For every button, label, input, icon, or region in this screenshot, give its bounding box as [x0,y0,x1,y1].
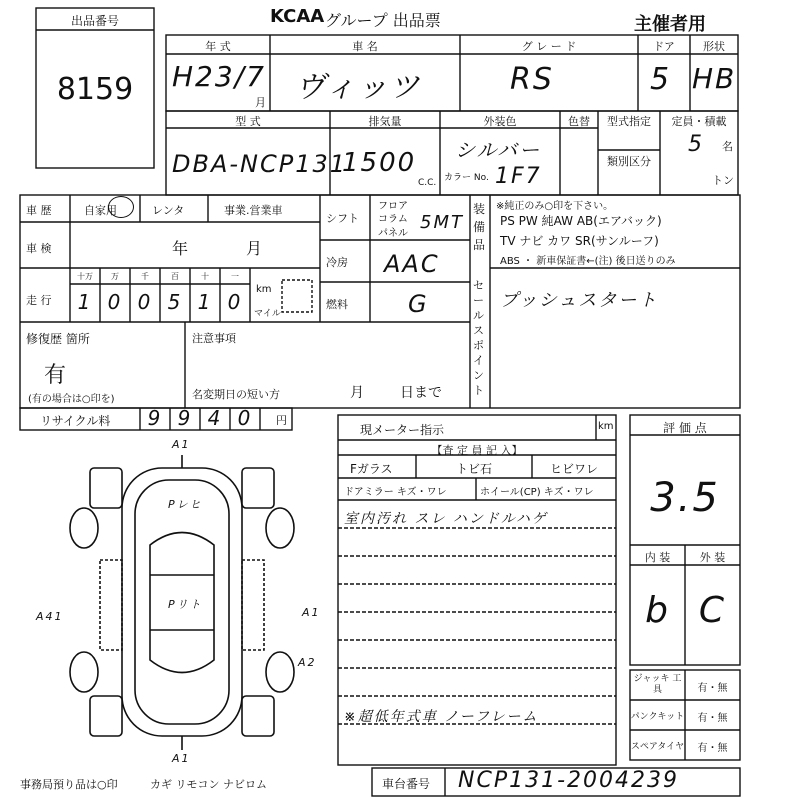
damage-mark: A1 [172,438,191,451]
car-name-value: ヴィッツ [295,70,422,105]
history-label: 車 歴 [26,204,52,217]
wheel-label: ホイール(CP) キズ・ワレ [480,487,594,498]
ac-label: 冷房 [326,256,348,269]
mileage-unit: 百 [171,272,179,281]
recycle-digit: 4 [207,406,223,430]
private-use-label: 自家用 [84,204,117,217]
mileage-digit: 1 [197,290,213,314]
model-spec-label: 型式指定 [607,115,651,128]
damage-mark: A41 [36,610,64,623]
recycle-digit: 9 [147,406,163,430]
interior-label: 内 装 [644,551,671,564]
cc-label: C.C. [418,178,437,188]
mileage-digit: 0 [227,290,243,314]
inspection-year-label: 年 [172,239,189,258]
score-value: 3.5 [650,475,720,521]
displacement-value: 1500 [342,148,417,178]
car-name-label: 車 名 [352,40,378,53]
sheet-title: グループ 出品票 [325,11,441,30]
ton-unit: トン [712,174,734,187]
month-label: 月 [255,96,266,109]
doors-value: 5 [650,62,672,97]
seats-unit: 名 [722,140,733,153]
exterior-label: 外 装 [699,551,726,564]
interior-score: b [645,590,670,631]
recycle-label: リサイクル料 [40,414,111,428]
ac-value: AAC [384,250,440,278]
body-label: 形状 [703,40,725,53]
mileage-digit: 0 [107,290,123,314]
shift-option: フロア [378,201,408,212]
mileage-digit: 5 [167,290,183,314]
equipment-note: ※純正のみ○印を下さい。 [496,201,614,212]
capacity-label: 定員・積載 [671,115,727,128]
office-items: カギ リモコン ナビロム [150,778,267,791]
model-label: 型 式 [235,115,261,128]
chassis-label: 車台番号 [382,777,431,791]
inspection-note: 室内汚れ スレ ハンドルハゲ [344,511,548,527]
inspection-label: 車 検 [26,242,52,255]
damage-mark: A1 [302,606,321,619]
color-no-value: 1F7 [495,164,542,189]
jack-label: ジャッキ 工 具 [633,674,682,695]
private-use-circle [108,196,134,218]
class-label: 類別区分 [607,155,651,168]
lot-number: 8159 [56,72,134,107]
mile-label: マイル [254,309,281,319]
deadline-day-label: 日まで [400,385,442,401]
recycle-digit: 9 [177,406,193,430]
damage-mark: Pリト [168,598,203,611]
score-label: 評 価 点 [663,421,707,435]
deadline-label: 名変期日の短い方 [192,388,280,401]
year-label: 年 式 [205,40,231,53]
fuel-label: 燃料 [326,298,348,311]
displacement-label: 排気量 [368,115,402,128]
shift-label: シフト [326,212,359,225]
mirror-label: ドアミラー キズ・ワレ [344,487,447,498]
damage-mark: A2 [298,656,317,669]
lot-label: 出品番号 [70,14,119,28]
damage-mark: A1 [172,752,191,765]
chassis-value: NCP131-2004239 [458,768,679,793]
km-label: km [256,284,272,295]
equipment-label: 装 備 品 [473,202,486,252]
glass-crack-label: ヒビワレ [549,462,598,476]
mileage-unit: 万 [111,272,119,281]
business-label: 事業.営業車 [224,204,283,217]
mileage-digit: 0 [137,290,153,314]
recycle-digit: 0 [237,406,253,430]
meter-km-label: km [598,421,614,432]
shift-value: 5MT [420,212,464,233]
sales-point-label: セールスポイント [473,279,484,397]
color-value: シルバー [455,138,542,162]
mileage-unit: 千 [141,272,149,281]
puncture-kit-label: パンクキット [630,712,685,722]
shift-option: コラム [378,214,408,225]
model-value: DBA-NCP131 [172,150,348,178]
repair-note: (有の場合は○印を) [28,394,115,405]
glass-stone-label: トビ石 [455,462,492,476]
shift-option: パネル [378,228,408,239]
spare-tire-option: 有・無 [697,743,728,754]
spare-tire-label: スペアタイヤ [630,742,685,752]
mileage-unit: 十 [201,272,209,281]
puncture-kit-option: 有・無 [697,713,728,724]
body-value: HB [692,62,737,95]
mileage-label: 走 行 [26,294,52,307]
glass-label: Fガラス [350,462,393,476]
office-note: 事務局預り品は○印 [20,778,118,791]
exterior-score: C [698,590,727,631]
grade-value: RS [510,62,554,97]
capacity-value: 5 [688,132,704,157]
caution-label: 注意事項 [192,332,236,345]
repair-label: 修復歴 箇所 [26,332,90,346]
equipment-line3: ABS ・ 新車保証書←(注) 後日送りのみ [500,256,676,267]
doors-label: ドア [653,40,675,53]
mileage-unit: 一 [231,272,239,281]
mileage-digit: 1 [77,290,93,314]
brand-logo: KCAA [270,6,325,27]
equipment-line1: PS PW 純AW AB(エアバック) [500,214,662,228]
mileage-unit: 十万 [77,272,93,281]
equipment-line2: TV ナビ カワ SR(サンルーフ) [500,234,659,248]
rental-label: レンタ [152,204,185,217]
inspection-note: ※超低年式車 ノーフレーム [344,709,539,725]
fuel-value: G [408,290,429,318]
inspector-label: 【査 定 員 記 入】 [431,444,523,457]
color-label: 外装色 [483,115,517,128]
sales-point-value: プッシュスタート [500,290,659,311]
meter-label: 現メーター指示 [360,423,445,437]
grade-label: グ レ ー ド [521,40,577,53]
inspection-month-label: 月 [246,239,263,258]
interior-color-label: 色替 [568,115,590,128]
organizer-label: 主催者用 [634,14,706,35]
jack-option: 有・無 [697,683,728,694]
color-no-label: カラー No. [444,173,489,183]
deadline-month-label: 月 [350,385,364,401]
repair-value: 有 [44,363,67,388]
year-value: H23/7 [172,60,266,93]
yen-unit: 円 [276,414,287,427]
damage-mark: Pレヒ [168,498,203,511]
